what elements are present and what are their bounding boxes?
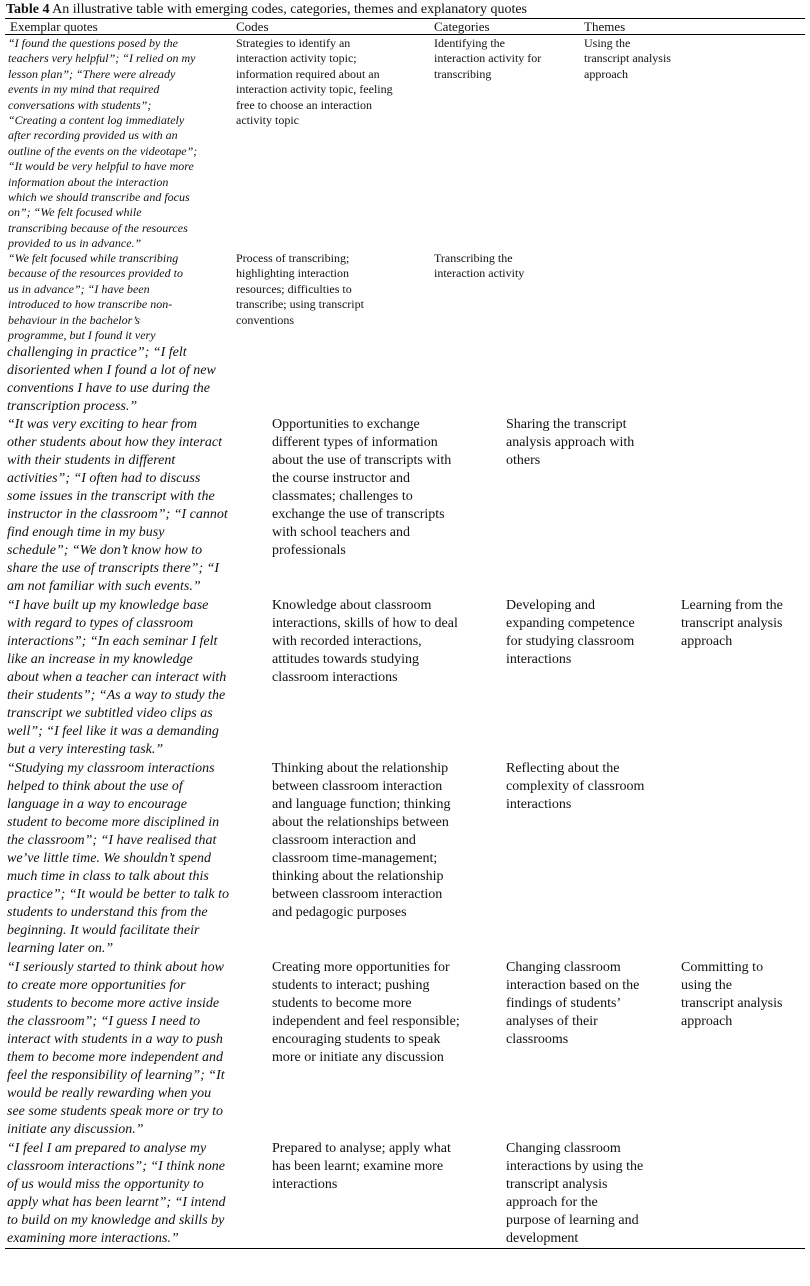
row-7-quote: “I feel I am prepared to analyse my classroom interactions”; “I think none of us would miss the opportunity to apply what has been learnt”; “I intend to build on my knowledge and skills by examining more interactions.” [7,1141,226,1246]
row-7-category: Changing classroom interactions by using the transcript analysis approach for the purpose of learning and development [506,1141,644,1246]
row-5-code: Thinking about the relationship between classroom interaction and language function; thinking about the relationships between classroom interaction and classroom time-management; thinking about the relationship between classroom interaction and pedagogic purposes [272,761,451,920]
table-caption-text: An illustrative table with emerging codes, categories, themes and explanatory quotes [49,2,528,17]
header-bottom-rule [5,34,805,35]
row-6-category: Changing classroom interaction based on the findings of students’ analyses of their classrooms [506,960,640,1047]
row-3-code: Opportunities to exchange different types of information about the use of transcripts with the course instructor and classmates; challenges to exchange the use of transcripts with school teachers and professionals [272,417,452,558]
row-2-quote-part-1: “We felt focused while transcribing because of the resources provided to us in advance”; “I have been introduced to how transcribe non- behaviour in the bachelor’s programme, but I found it very [8,251,183,343]
row-5-category: Reflecting about the complexity of classroom interactions [506,761,645,812]
row-1-theme: Using the transcript analysis approach [584,36,671,81]
row-2-category: Transcribing the interaction activity [434,251,525,281]
row-3-quote: “It was very exciting to hear from other students about how they interact with their students in different activities”; “I often had to discuss some issues in the transcript with the instructor in the classroom”; “I cannot find enough time in my busy schedule”; “We don’t know how to share the use of transcripts there”; “I am not familiar with such events.” [7,417,228,594]
header-codes: Codes [236,19,269,34]
row-7-code: Prepared to analyse; apply what has been learnt; examine more interactions [272,1141,451,1192]
header-themes: Themes [584,19,626,34]
table-bottom-rule [5,1248,805,1249]
row-5-quote: “Studying my classroom interactions helped to think about the use of language in a way to encourage student to become more disciplined in the classroom”; “I have realised that we’ve little time. We shouldn’t spend much time in class to talk about this practice”; “It would be better to talk to students to understand this from the beginning. It would facilitate their learning later on.” [7,761,230,956]
header-categories: Categories [434,19,490,34]
row-6-theme: Committing to using the transcript analysis approach [681,960,783,1029]
table-top-rule [5,18,805,19]
row-3-category: Sharing the transcript analysis approach with others [506,417,635,468]
row-6-quote: “I seriously started to think about how to create more opportunities for students to become more active inside the classroom”; “I guess I need to interact with students in a way to push them to become more independent and feel the responsibility of learning”; “It would be really rewarding when you see some students speak more or try to initiate any discussion.” [7,960,225,1137]
row-4-category: Developing and expanding competence for studying classroom interactions [506,598,635,667]
row-2-code: Process of transcribing; highlighting interaction resources; difficulties to transcribe; using transcript conventions [236,251,364,327]
table-caption [6,1,527,18]
row-1-quote: “I found the questions posed by the teachers very helpful”; “I relied on my lesson plan”; “There were already events in my mind that required conversations with students”; “Creating a content log immediately after recording provided us with an outline of the events on the videotape”; “It would be very helpful to have more information about the interaction which we should transcribe and focus on”; “We felt focused while transcribing because of the resources provided to us in advance.” [8,36,198,251]
row-4-theme: Learning from the transcript analysis approach [681,598,783,649]
row-1-category: Identifying the interaction activity for transcribing [434,36,542,81]
row-4-code: Knowledge about classroom interactions, skills of how to deal with recorded interactions, attitudes towards studying classroom interactions [272,598,458,685]
header-exemplar-quotes: Exemplar quotes [10,19,98,34]
row-4-quote: “I have built up my knowledge base with regard to types of classroom interactions”; “In each seminar I felt like an increase in my knowledge about when a teacher can interact with their students”; “As a way to study the transcript we subtitled video clips as well”; “I feel like it was a demanding but a very interesting task.” [7,598,227,757]
table-caption-label: Table 4 [6,2,50,17]
row-1-code: Strategies to identify an interaction activity topic; information required about an interaction activity topic, feeling free to choose an interaction activity topic [236,36,393,128]
row-6-code: Creating more opportunities for students to interact; pushing students to become more independent and feel responsible; encouraging students to speak more or initiate any discussion [272,960,460,1065]
row-2-quote-part-2: challenging in practice”; “I felt disoriented when I found a lot of new conventions I have to use during the transcription process.” [7,345,216,414]
